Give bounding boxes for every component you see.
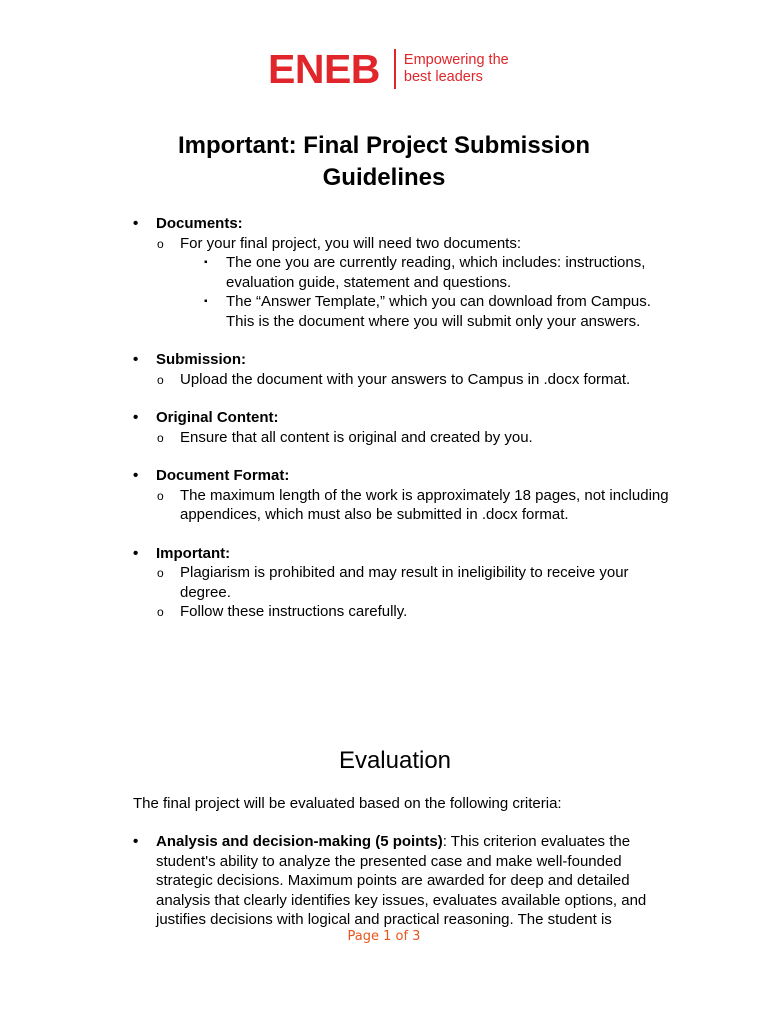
criterion-label: Analysis and decision-making (5 points) [156, 833, 443, 850]
criterion-text: : This criterion evaluates the student's ability to analyze the presented case and make well-founded strategic decisions. Maximum points are awarded for deep and detailed analysis that clearly identifies key issues, evaluates available options, and justifies decisions with logical and practical reasoning. The student is [156, 833, 647, 928]
section-heading: Important: [156, 544, 231, 562]
list-item [133, 486, 673, 525]
evaluation-criteria-list [133, 832, 668, 930]
list-item [133, 563, 673, 602]
section-document-format [133, 466, 673, 525]
evaluation-intro: The final project will be evaluated based on the following criteria: [133, 795, 562, 812]
criterion-item [133, 832, 668, 930]
logo-tagline-line2: best leaders [403, 69, 483, 85]
section-heading: Submission: [156, 351, 247, 368]
list-item-text: Upload the document with your answers to Campus in .docx format. [180, 370, 631, 388]
square-bullet-icon: ▪ [204, 257, 208, 268]
page-number: Page 1 of 3 [347, 929, 421, 944]
list-item [133, 234, 673, 332]
list-item-text: For your final project, you will need two documents: [180, 234, 521, 252]
list-item-text: Plagiarism is prohibited and may result in ineligibility to receive your degree. [180, 564, 629, 601]
bullet-icon: • [133, 467, 139, 484]
circle-bullet-icon: o [157, 430, 164, 445]
list-item [133, 428, 673, 448]
circle-bullet-icon: o [157, 566, 164, 580]
guidelines-list [133, 214, 673, 622]
circle-bullet-icon: o [157, 488, 164, 503]
list-item-text: The maximum length of the work is approximately 18 pages, not including appendices, which must also be submitted in .docx format. [180, 486, 669, 523]
bullet-icon: • [133, 351, 139, 368]
section-important [133, 544, 673, 622]
circle-bullet-icon: o [157, 372, 164, 387]
sub-list-item-text: The one you are currently reading, which includes: instructions, evaluation guide, statement and questions. [226, 254, 646, 291]
logo-divider [394, 49, 396, 89]
bullet-icon: • [133, 544, 139, 562]
bullet-icon: • [133, 833, 139, 850]
list-item [133, 602, 673, 622]
sub-list-item [133, 253, 673, 292]
page-title: Important: Final Project Submission Guidelines [177, 132, 591, 191]
square-bullet-icon: ▪ [204, 296, 208, 307]
list-item-text: Ensure that all content is original and created by you. [180, 428, 533, 446]
sub-list-item-text: The “Answer Template,” which you can download from Campus. This is the document where you will submit only your answers. [226, 293, 651, 330]
bullet-icon: • [133, 409, 139, 426]
eneb-logo [268, 46, 509, 92]
bullet-icon: • [133, 215, 139, 232]
evaluation-heading: Evaluation [338, 747, 452, 774]
list-item-text: Follow these instructions carefully. [180, 603, 408, 620]
section-heading: Documents: [156, 215, 243, 232]
circle-bullet-icon: o [157, 605, 164, 619]
circle-bullet-icon: o [157, 236, 164, 251]
logo-tagline [404, 52, 509, 86]
section-heading: Original Content: [156, 409, 279, 426]
section-submission [133, 350, 673, 389]
section-original-content [133, 408, 673, 447]
logo-tagline-line1: Empowering the [403, 52, 509, 68]
section-heading: Document Format: [156, 467, 290, 484]
list-item [133, 370, 673, 390]
sub-list-item [133, 292, 673, 331]
logo-wordmark: ENEB [268, 46, 380, 92]
section-documents [133, 214, 673, 331]
